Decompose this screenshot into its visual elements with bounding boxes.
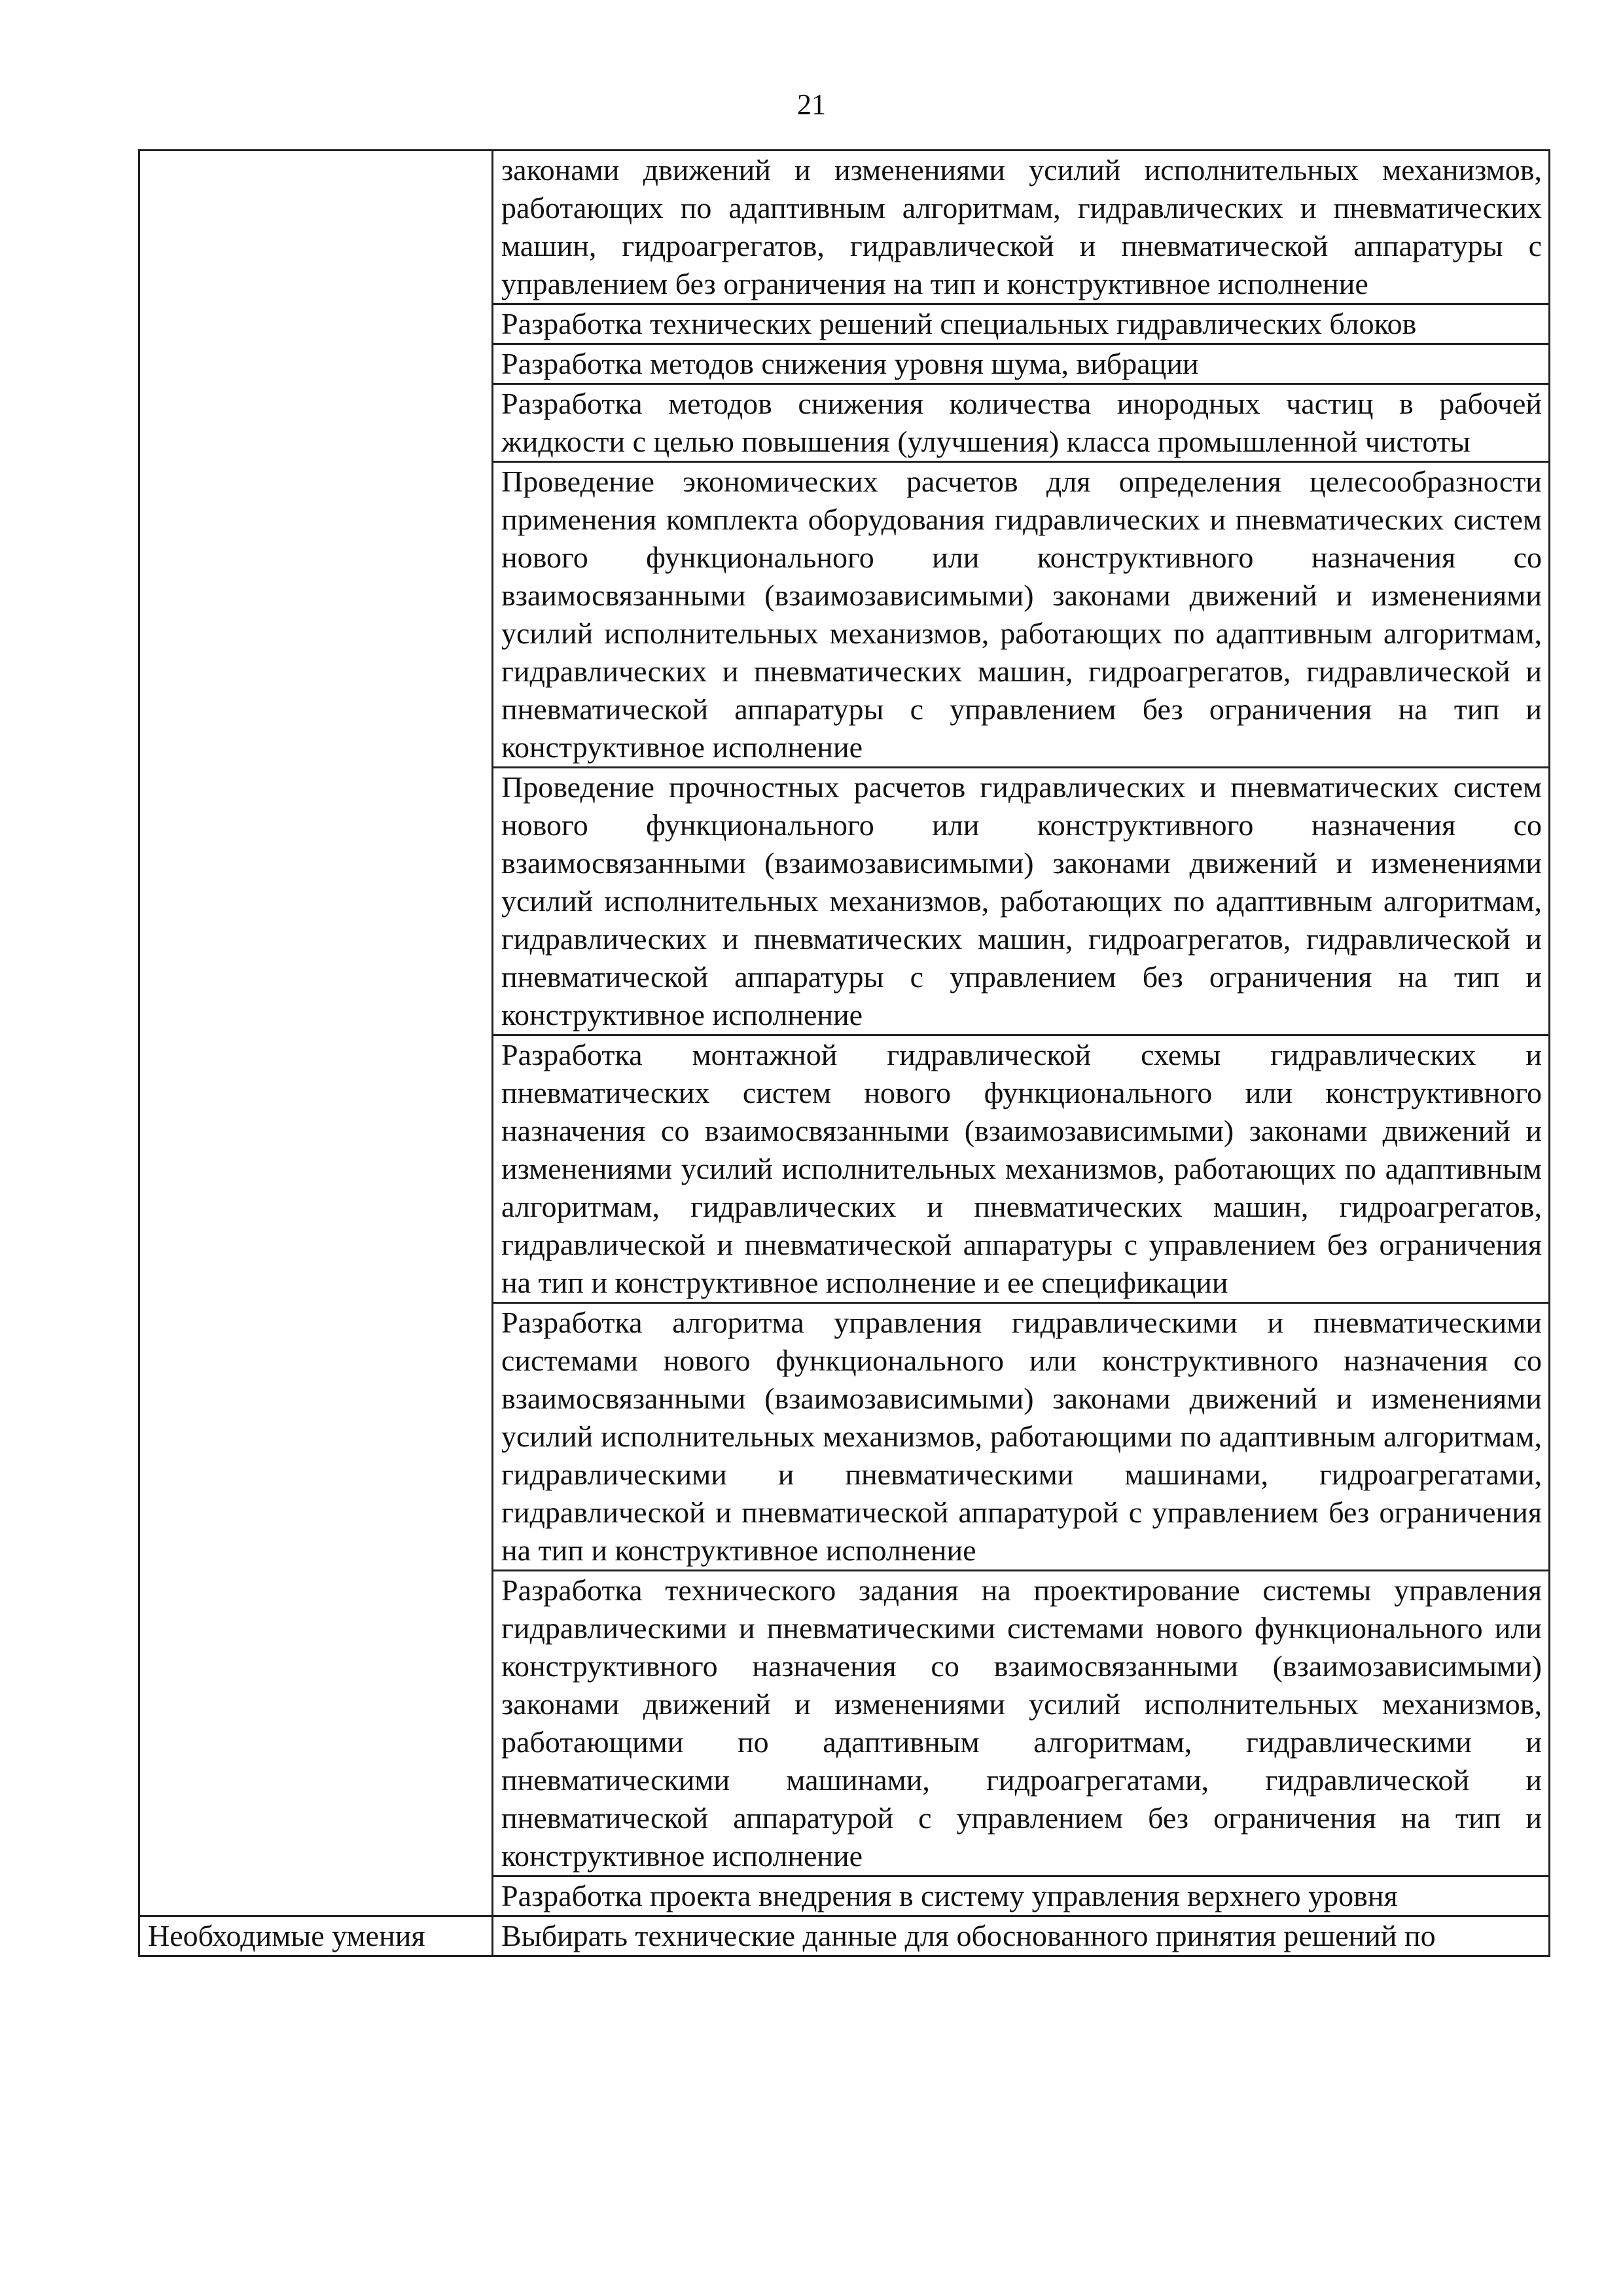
activity-cell: Разработка алгоритма управления гидравлическими и пневматическими системами нового функционального или конструктивного назначения со взаимосвязанными (взаимозависимыми) законами движений и изменениями усилий исполнительных механизмов, работающими по адаптивным алгоритмам, гидравлическими и пневматическими машинами, гидроагрегатами, гидравлической и пневматической аппаратурой с управлением без ограничения на тип и конструктивное исполнение xyxy=(493,1303,1550,1571)
activity-cell: Разработка методов снижения количества инородных частиц в рабочей жидкости с целью повышения (улучшения) класса промышленной чистоты xyxy=(493,384,1550,462)
competency-table xyxy=(138,149,1550,1957)
skills-cell: Выбирать технические данные для обоснованного принятия решений по xyxy=(493,1916,1550,1956)
activity-cell: Разработка технических решений специальных гидравлических блоков xyxy=(493,304,1550,344)
activity-cell: Проведение экономических расчетов для определения целесообразности применения комплекта оборудования гидравлических и пневматических систем нового функционального или конструктивного назначения со взаимосвязанными (взаимозависимыми) законами движений и изменениями усилий исполнительных механизмов, работающих по адаптивным алгоритмам, гидравлических и пневматических машин, гидроагрегатов, гидравлической и пневматической аппаратуры с управлением без ограничения на тип и конструктивное исполнение xyxy=(493,462,1550,768)
page-number: 21 xyxy=(797,88,826,120)
activity-cell: Разработка проекта внедрения в систему управления верхнего уровня xyxy=(493,1876,1550,1916)
activity-cell: Разработка монтажной гидравлической схемы гидравлических и пневматических систем нового функционального или конструктивного назначения со взаимосвязанными (взаимозависимыми) законами движений и изменениями усилий исполнительных механизмов, работающих по адаптивным алгоритмам, гидравлических и пневматических машин, гидроагрегатов, гидравлической и пневматической аппаратуры с управлением без ограничения на тип и конструктивное исполнение и ее спецификации xyxy=(493,1035,1550,1303)
activity-cell: законами движений и изменениями усилий исполнительных механизмов, работающих по адаптивным алгоритмам, гидравлических и пневматических машин, гидроагрегатов, гидравлической и пневматической аппаратуры с управлением без ограничения на тип и конструктивное исполнение xyxy=(493,151,1550,304)
table-row xyxy=(139,151,1550,304)
activity-cell: Разработка технического задания на проектирование системы управления гидравлическими и пневматическими системами нового функционального или конструктивного назначения со взаимосвязанными (взаимозависимыми) законами движений и изменениями усилий исполнительных механизмов, работающими по адаптивным алгоритмам, гидравлическими и пневматическими машинами, гидроагрегатами, гидравлической и пневматической аппаратурой с управлением без ограничения на тип и конструктивное исполнение xyxy=(493,1571,1550,1876)
activity-cell: Проведение прочностных расчетов гидравлических и пневматических систем нового функционального или конструктивного назначения со взаимосвязанными (взаимозависимыми) законами движений и изменениями усилий исполнительных механизмов, работающих по адаптивным алгоритмам, гидравлических и пневматических машин, гидроагрегатов, гидравлической и пневматической аппаратуры с управлением без ограничения на тип и конструктивное исполнение xyxy=(493,768,1550,1035)
labor-actions-label-cell xyxy=(139,151,493,1916)
activity-cell: Разработка методов снижения уровня шума, вибрации xyxy=(493,344,1550,384)
skills-label-cell: Необходимые умения xyxy=(139,1916,493,1956)
table-row xyxy=(139,1916,1550,1956)
